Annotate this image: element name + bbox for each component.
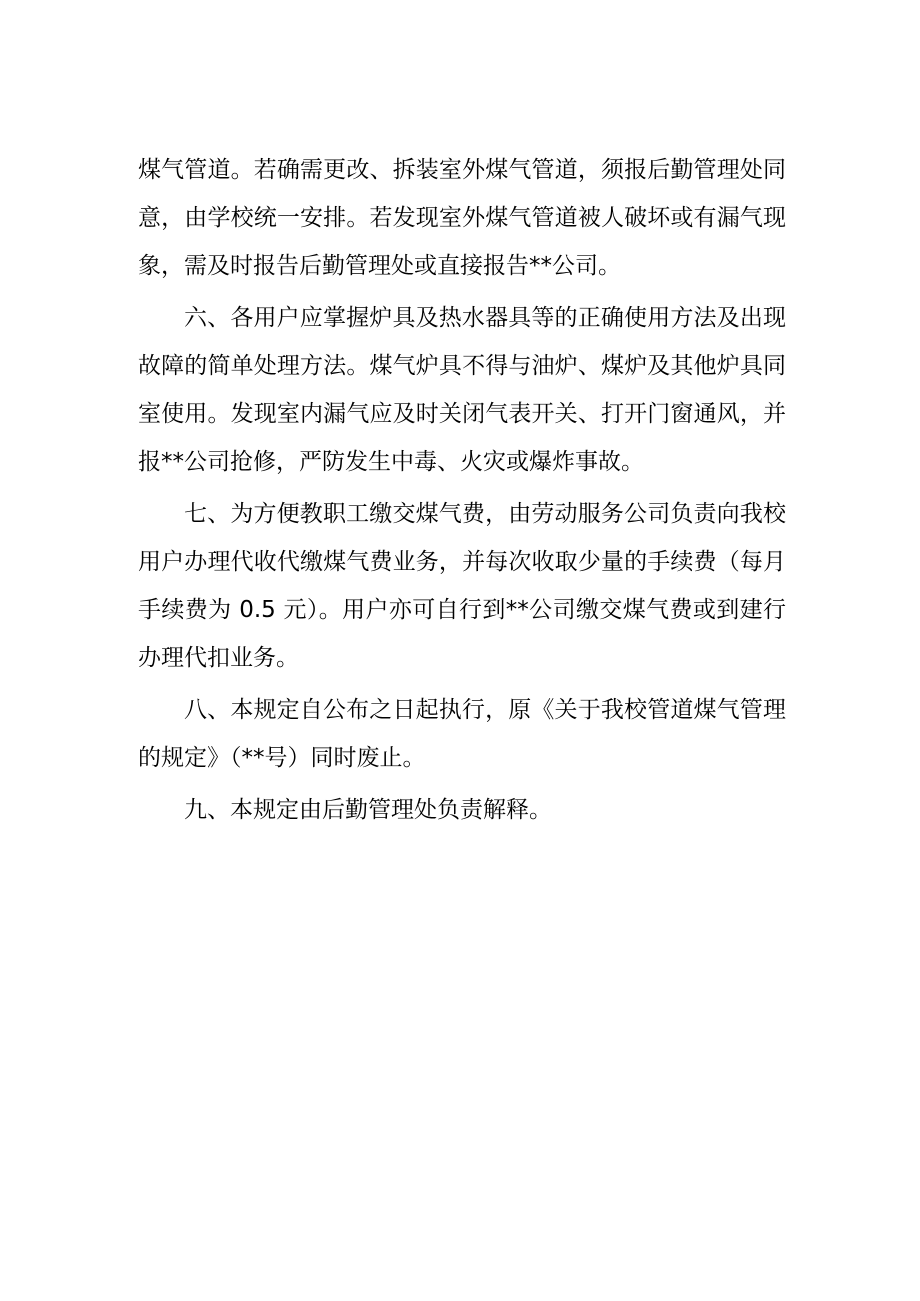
paragraph-section-6	[138, 294, 786, 486]
text-line: 七、为方便教职工缴交煤气费，由劳动服务公司负责向我校	[184, 501, 786, 527]
text-line: 用户办理代收代缴煤气费业务，并每次收取少量的手续费（每月	[138, 549, 786, 575]
text-line: 六、各用户应掌握炉具及热水器具等的正确使用方法及出现	[184, 305, 786, 331]
text-line: 的规定》（**号）同时废止。	[138, 745, 426, 771]
text-line: 办理代扣业务。	[138, 645, 299, 671]
text-line: 煤气管道。若确需更改、拆装室外煤气管道，须报后勤管理处同	[138, 157, 786, 183]
paragraph-continued	[138, 146, 786, 290]
document-body	[138, 146, 786, 838]
text-line: 八、本规定自公布之日起执行，原《关于我校管道煤气管理	[184, 697, 786, 723]
text-line: 报**公司抢修，严防发生中毒、火灾或爆炸事故。	[138, 449, 644, 475]
text-line: 手续费为 0.5 元）。用户亦可自行到**公司缴交煤气费或到建行	[138, 597, 786, 623]
text-line: 九、本规定由后勤管理处负责解释。	[184, 797, 552, 823]
paragraph-section-7	[138, 490, 786, 682]
text-line: 故障的简单处理方法。煤气炉具不得与油炉、煤炉及其他炉具同	[138, 353, 786, 379]
text-line: 意，由学校统一安排。若发现室外煤气管道被人破坏或有漏气现	[138, 205, 786, 231]
paragraph-section-8	[138, 686, 786, 782]
text-line: 象，需及时报告后勤管理处或直接报告**公司。	[138, 253, 621, 279]
paragraph-section-9	[138, 786, 786, 834]
text-line: 室使用。发现室内漏气应及时关闭气表开关、打开门窗通风，并	[138, 401, 786, 427]
